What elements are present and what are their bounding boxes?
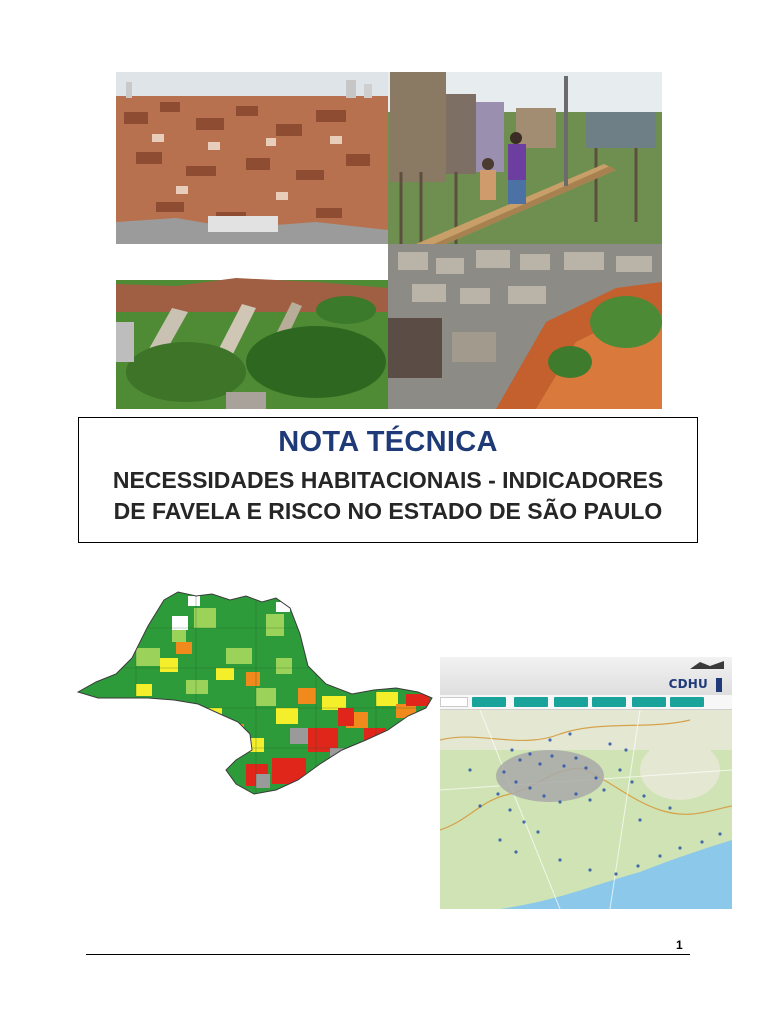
webmap-toolbar — [440, 695, 732, 710]
webmap-canvas[interactable] — [440, 710, 732, 909]
cdhu-logo-text: CDHU — [668, 677, 708, 691]
state-emblem-logo — [688, 659, 726, 671]
toolbar-button[interactable] — [554, 697, 588, 707]
photo-hillside-favela — [116, 72, 388, 244]
web-map-screenshot — [440, 657, 732, 909]
cover-photo-collage — [116, 72, 662, 409]
toolbar-button[interactable] — [472, 697, 506, 707]
title-box — [78, 417, 698, 543]
toolbar-button[interactable] — [514, 697, 548, 707]
document-subtitle: NECESSIDADES HABITACIONAIS - INDICADORES DE FAVELA E RISCO NO ESTADO DE SÃO PAULO — [112, 467, 664, 524]
sao-paulo-state-choropleth-map — [76, 588, 438, 802]
photo-vegetated-slope — [116, 244, 388, 409]
document-title: NOTA TÉCNICA — [278, 426, 498, 458]
page-number: 1 — [676, 938, 683, 952]
webmap-header — [440, 657, 732, 695]
toolbar-button[interactable] — [632, 697, 666, 707]
toolbar-button[interactable] — [592, 697, 626, 707]
photo-landslide-risk — [388, 244, 662, 409]
cdhu-logo-bar — [716, 678, 722, 692]
toolbar-button[interactable] — [670, 697, 704, 707]
photo-stilt-houses — [388, 72, 662, 244]
map-search-input[interactable] — [440, 697, 468, 707]
footer-rule — [86, 954, 690, 955]
